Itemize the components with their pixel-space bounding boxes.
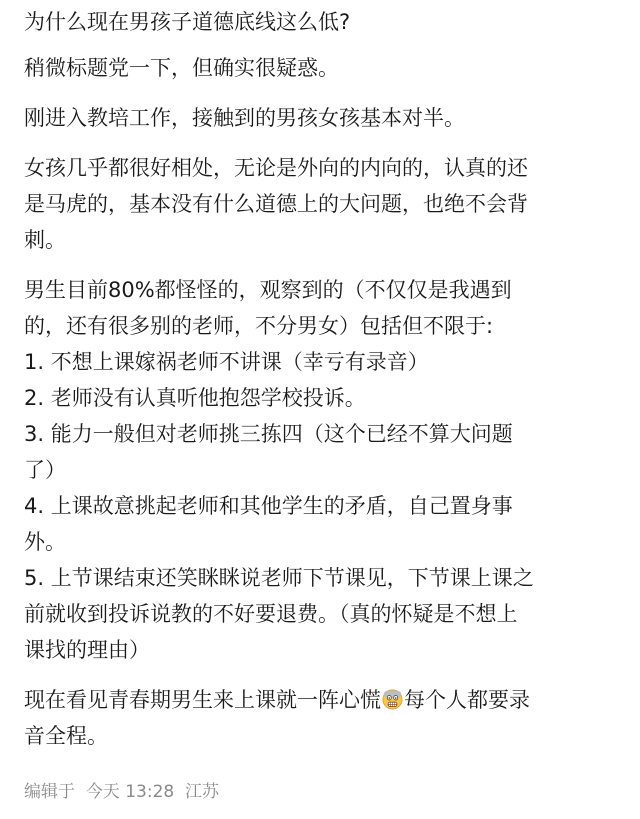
paragraph-5-line-2: 音全程。 [24, 724, 108, 748]
paragraph-5-line-1 [24, 682, 616, 718]
paragraph-5-text-before: 现在看见青春期男生来上课就一阵心慌 [24, 688, 381, 712]
edit-label: 编辑于 [24, 782, 75, 802]
paragraph-3-line: 是马虎的，基本没有什么道德上的大问题，也绝不会背 [24, 192, 528, 216]
scared-face-emoji-icon [382, 689, 403, 710]
paragraph-5-text-after: 每个人都要录 [404, 688, 530, 712]
list-item-5-cont: 课找的理由） [24, 638, 150, 662]
paragraph-3 [24, 150, 616, 258]
paragraph-4-list [24, 272, 616, 668]
paragraph-5 [24, 682, 616, 754]
list-item-3-cont: 了） [24, 458, 66, 482]
list-item-5: 5. 上节课结束还笑眯眯说老师下节课见，下节课上课之 [24, 566, 534, 590]
paragraph-3-line: 女孩几乎都很好相处，无论是外向的内向的，认真的还 [24, 156, 528, 180]
list-item-2: 2. 老师没有认真听他抱怨学校投诉。 [24, 386, 366, 410]
post-title: 为什么现在男孩子道德底线这么低? [24, 10, 351, 34]
paragraph-4-line: 男生目前80%都怪怪的，观察到的（不仅仅是我遇到 [24, 278, 512, 302]
post-meta [24, 780, 219, 804]
paragraph-3-line: 刺。 [24, 228, 66, 252]
list-item-1: 1. 不想上课嫁祸老师不讲课（幸亏有录音） [24, 350, 429, 374]
paragraph-2: 刚进入教培工作，接触到的男孩女孩基本对半。 [24, 106, 465, 130]
location-label: 江苏 [185, 782, 220, 802]
list-item-4: 4. 上课故意挑起老师和其他学生的矛盾，自己置身事 [24, 494, 513, 518]
list-item-3: 3. 能力一般但对老师挑三拣四（这个已经不算大问题 [24, 422, 513, 446]
edit-timestamp: 今天 13:28 [85, 782, 175, 802]
paragraph-4-line: 的，还有很多别的老师，不分男女）包括但不限于: [24, 314, 494, 338]
paragraph-1: 稍微标题党一下，但确实很疑惑。 [24, 56, 339, 80]
list-item-4-cont: 外。 [24, 530, 66, 554]
list-item-5-cont: 前就收到投诉说教的不好要退费。（真的怀疑是不想上 [24, 602, 518, 626]
